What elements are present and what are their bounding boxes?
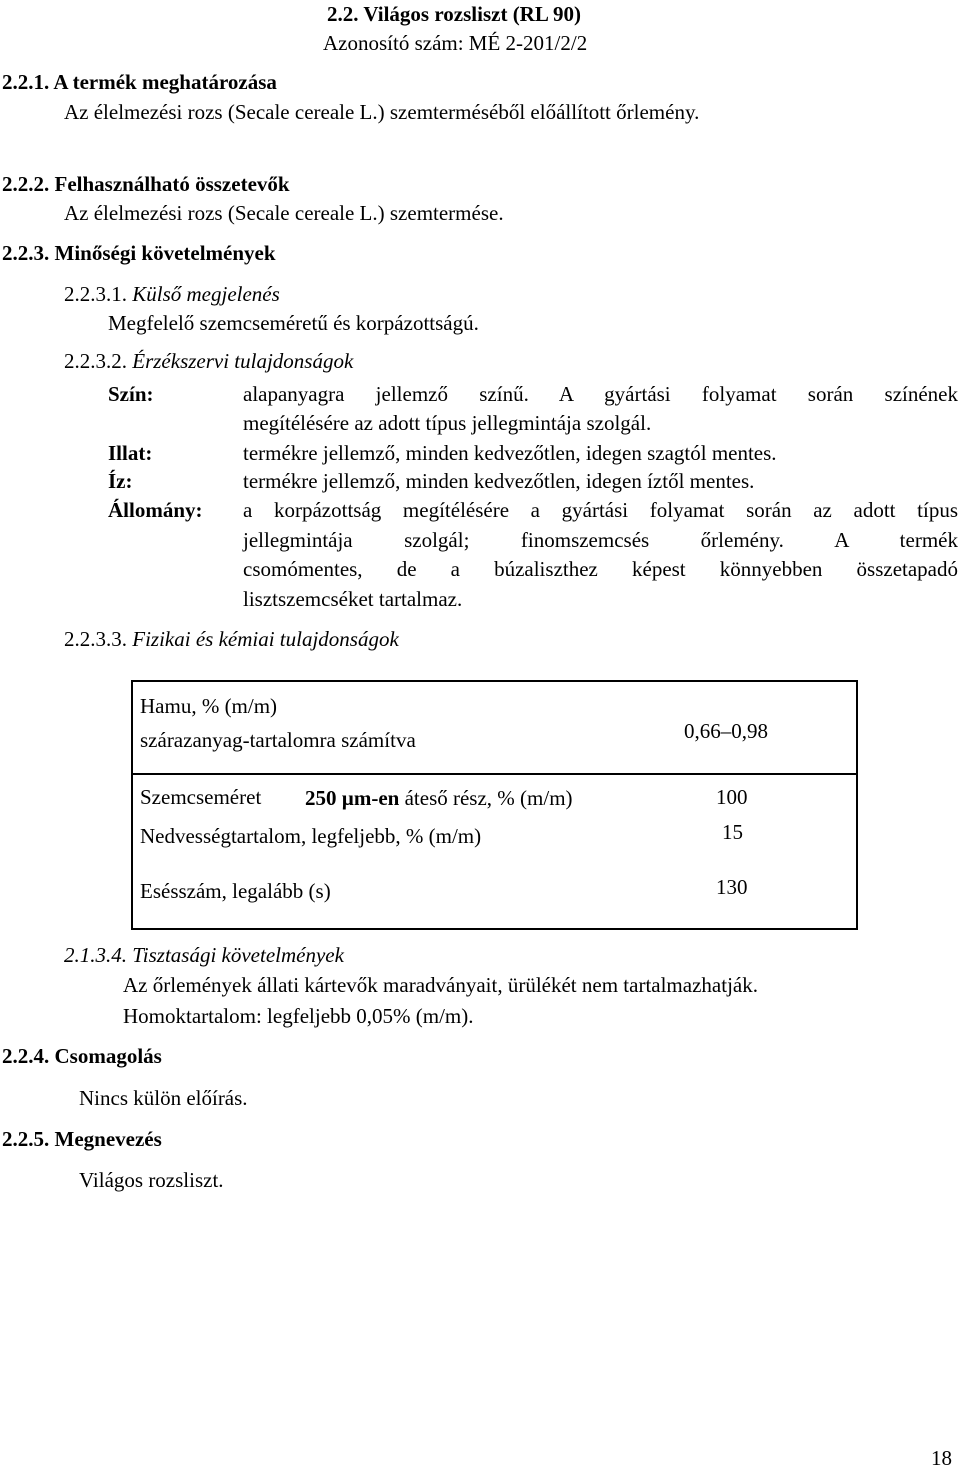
- prop-szin-line1: alapanyagra jellemző színű. A gyártási folyamat során színének: [243, 382, 958, 406]
- prop-illat-text: termékre jellemző, minden kedvezőtlen, idegen szagtól mentes.: [243, 441, 777, 465]
- prop-szin-label: Szín:: [108, 382, 154, 406]
- subsection-2233: [64, 627, 399, 652]
- table-border-left: [131, 680, 133, 930]
- subsection-2231: [64, 282, 280, 307]
- subsection-2232-number: 2.2.3.2.: [64, 349, 127, 373]
- table-row-nedvesseg-label: Nedvességtartalom, legfeljebb, % (m/m): [140, 824, 482, 848]
- section-222-heading: 2.2.2. Felhasználható összetevők: [2, 172, 290, 196]
- subsection-2134: [64, 943, 344, 968]
- section-221-text: Az élelmezési rozs (Secale cereale L.) szemterméséből előállított őrlemény.: [64, 100, 700, 124]
- table-row-hamu-line1: Hamu, % (m/m): [140, 694, 278, 718]
- prop-szin-line2: megítélésére az adott típus jellegmintája szolgál.: [243, 411, 652, 435]
- table-row-hamu-line2: szárazanyag-tartalomra számítva: [140, 728, 416, 752]
- section-224-heading: 2.2.4. Csomagolás: [2, 1044, 162, 1068]
- subsection-2232-title: Érzékszervi tulajdonságok: [132, 349, 354, 373]
- subsection-2232: [64, 349, 353, 374]
- document-id: Azonosító szám: MÉ 2-201/2/2: [323, 31, 588, 55]
- section-223-heading: 2.2.3. Minőségi követelmények: [2, 241, 276, 265]
- table-row-nedvesseg-value: 15: [722, 820, 743, 844]
- table-row-szemcse-value: 100: [716, 785, 748, 809]
- subsection-2231-number: 2.2.3.1.: [64, 282, 127, 306]
- subsection-2231-text: Megfelelő szemcseméretű és korpázottságú.: [108, 311, 479, 335]
- table-row-hamu-value: 0,66–0,98: [684, 719, 768, 743]
- prop-iz-text: termékre jellemző, minden kedvezőtlen, idegen íztől mentes.: [243, 469, 755, 493]
- section-224-text: Nincs külön előírás.: [79, 1086, 248, 1110]
- table-row-szemcse-size: 250 µm-en: [305, 786, 400, 810]
- table-row-divider: [131, 773, 858, 775]
- subsection-2134-line1: Az őrlemények állati kártevők maradványait, ürülékét nem tartalmazhatják.: [123, 973, 758, 997]
- table-border-right: [856, 680, 858, 930]
- prop-illat-label: Illat:: [108, 441, 153, 465]
- subsection-2134-line2: Homoktartalom: legfeljebb 0,05% (m/m).: [123, 1004, 474, 1028]
- table-row-szemcse-label: Szemcseméret: [140, 785, 262, 809]
- page-title: 2.2. Világos rozsliszt (RL 90): [327, 2, 581, 26]
- table-border-bottom: [131, 928, 858, 930]
- section-225-text: Világos rozsliszt.: [79, 1168, 224, 1192]
- section-222-text: Az élelmezési rozs (Secale cereale L.) szemtermése.: [64, 201, 504, 225]
- prop-allomany-label: Állomány:: [108, 498, 203, 522]
- prop-iz-label: Íz:: [108, 469, 133, 493]
- table-row-eses-value: 130: [716, 875, 748, 899]
- subsection-2231-title: Külső megjelenés: [132, 282, 280, 306]
- section-225-heading: 2.2.5. Megnevezés: [2, 1127, 162, 1151]
- subsection-2134-number: 2.1.3.4.: [64, 943, 127, 967]
- table-row-eses-label: Esésszám, legalább (s): [140, 879, 331, 903]
- section-221-heading: 2.2.1. A termék meghatározása: [2, 70, 277, 94]
- prop-allomany-line3: csomómentes, de a búzaliszthez képest könnyebben összetapadó: [243, 557, 958, 581]
- subsection-2233-number: 2.2.3.3.: [64, 627, 127, 651]
- prop-allomany-line1: a korpázottság megítélésére a gyártási folyamat során az adott típus: [243, 498, 958, 522]
- prop-allomany-line4: lisztszemcséket tartalmaz.: [243, 587, 463, 611]
- table-row-szemcse-rest: áteső rész, % (m/m): [404, 786, 573, 810]
- subsection-2233-title: Fizikai és kémiai tulajdonságok: [132, 627, 399, 651]
- prop-allomany-line2: jellegmintája szolgál; finomszemcsés őrlemény. A termék: [243, 528, 958, 552]
- page-number: 18: [931, 1446, 952, 1470]
- subsection-2134-title: Tisztasági követelmények: [132, 943, 344, 967]
- table-border-top: [131, 680, 858, 682]
- table-row-szemcse-detail: [305, 786, 573, 811]
